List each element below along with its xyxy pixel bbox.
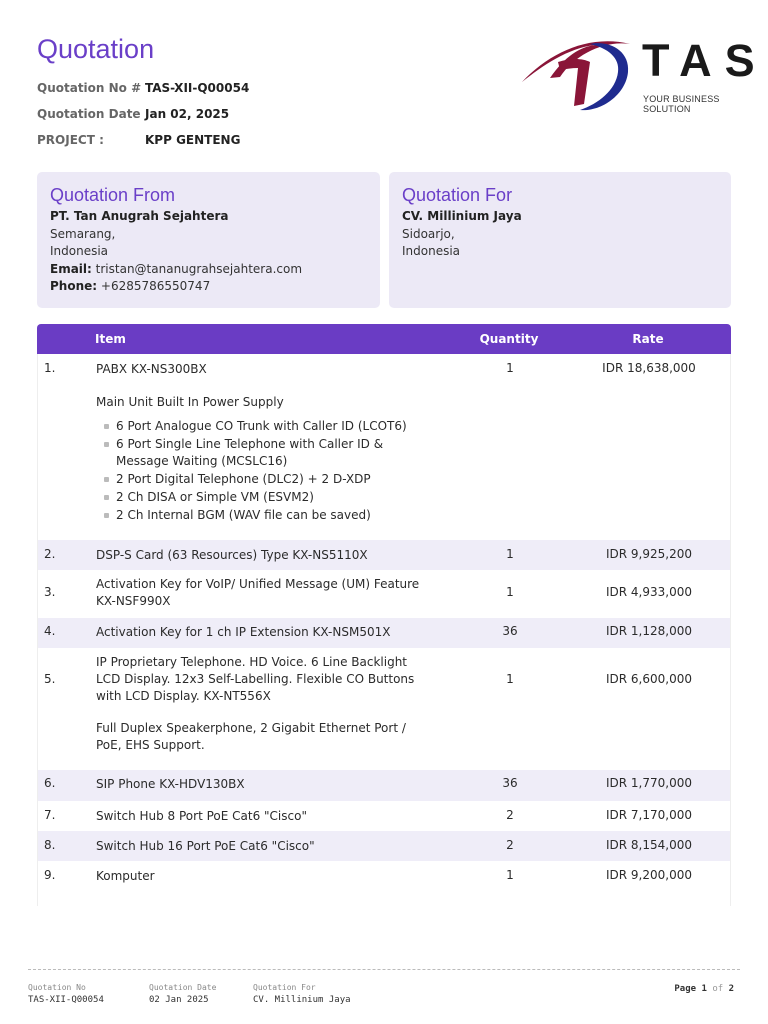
page-indicator xyxy=(674,984,734,994)
item-feature-list xyxy=(96,418,431,524)
from-phone-line xyxy=(50,278,367,296)
row-quantity: 1 xyxy=(506,547,514,561)
quotation-for-title: Quotation For xyxy=(402,185,513,205)
quotation-no-label: Quotation No # xyxy=(37,81,142,95)
logo-swoosh-icon xyxy=(520,32,640,114)
quotation-no-value: TAS-XII-Q00054 xyxy=(145,81,250,95)
header-quantity: Quantity xyxy=(479,332,539,346)
for-company-name: CV. Millinium Jaya xyxy=(402,209,522,223)
row-number: 4. xyxy=(44,624,56,638)
row-item xyxy=(96,361,431,525)
quotation-from-title: Quotation From xyxy=(50,185,176,205)
row-quantity: 36 xyxy=(502,776,518,790)
items-table xyxy=(37,324,731,906)
footer-quotation-date xyxy=(149,983,216,1005)
footer-for-value: CV. Millinium Jaya xyxy=(253,995,351,1005)
header-item: Item xyxy=(95,332,126,346)
row-number: 9. xyxy=(44,868,56,882)
row-number: 7. xyxy=(44,808,56,822)
page-of: of xyxy=(712,984,724,994)
page-total: 2 xyxy=(728,984,734,994)
quotation-date-label: Quotation Date xyxy=(37,107,141,121)
footer-quotation-for xyxy=(253,983,351,1005)
table-row xyxy=(37,648,731,770)
item-description: Main Unit Built In Power Supply xyxy=(96,395,284,409)
logo-tagline: YOUR BUSINESS SOLUTION xyxy=(643,94,720,114)
page-label: Page xyxy=(674,984,697,994)
footer-no-label: Quotation No xyxy=(28,983,86,992)
page-footer xyxy=(28,969,740,1005)
from-phone: +6285786550747 xyxy=(100,279,211,293)
row-rate: IDR 9,925,200 xyxy=(605,547,692,561)
footer-date-label: Quotation Date xyxy=(149,983,217,992)
header-rate: Rate xyxy=(632,332,664,346)
row-rate: IDR 1,128,000 xyxy=(605,624,692,638)
row-quantity: 2 xyxy=(506,838,514,852)
table-row xyxy=(37,570,731,618)
row-quantity: 1 xyxy=(506,361,514,375)
item-name: DSP-S Card (63 Resources) Type KX-NS5110X xyxy=(96,548,368,562)
project-value: KPP GENTENG xyxy=(145,133,241,147)
table-row xyxy=(37,354,731,540)
table-row xyxy=(37,831,731,861)
row-quantity: 1 xyxy=(506,868,514,882)
row-number: 2. xyxy=(44,547,56,561)
table-row xyxy=(37,861,731,906)
logo-brand: TAS xyxy=(642,35,768,86)
for-country: Indonesia xyxy=(402,244,461,258)
from-country: Indonesia xyxy=(50,244,109,258)
item-name: SIP Phone KX-HDV130BX xyxy=(96,777,245,791)
quotation-from-card xyxy=(37,172,380,308)
project-label: PROJECT : xyxy=(37,133,104,147)
row-rate: IDR 18,638,000 xyxy=(602,361,696,375)
company-logo xyxy=(520,32,768,114)
item-description: Full Duplex Speakerphone, 2 Gigabit Ethernet Port / PoE, EHS Support. xyxy=(96,721,406,752)
table-row xyxy=(37,618,731,648)
row-quantity: 2 xyxy=(506,808,514,822)
row-rate: IDR 9,200,000 xyxy=(605,868,692,882)
item-name: PABX KX-NS300BX xyxy=(96,362,207,376)
item-name: Activation Key for 1 ch IP Extension KX-NSM501X xyxy=(96,625,391,639)
from-company-name: PT. Tan Anugrah Sejahtera xyxy=(50,209,229,223)
row-number: 8. xyxy=(44,838,56,852)
row-number: 1. xyxy=(44,361,56,375)
row-number: 6. xyxy=(44,776,56,790)
footer-date-value: 02 Jan 2025 xyxy=(149,995,209,1005)
page-current: 1 xyxy=(701,984,707,994)
row-rate: IDR 6,600,000 xyxy=(605,672,692,686)
list-item: 2 Ch DISA or Simple VM (ESVM2) xyxy=(96,489,431,506)
from-email: tristan@tananugrahsejahtera.com xyxy=(95,261,303,276)
row-number: 3. xyxy=(44,585,56,599)
item-name: Komputer xyxy=(96,869,155,883)
table-row xyxy=(37,540,731,570)
row-quantity: 1 xyxy=(506,585,514,599)
footer-no-value: TAS-XII-Q00054 xyxy=(28,995,104,1005)
row-quantity: 1 xyxy=(506,672,514,686)
for-city: Sidoarjo, xyxy=(402,226,455,241)
quotation-date-value: Jan 02, 2025 xyxy=(145,107,230,121)
list-item: 2 Port Digital Telephone (DLC2) + 2 D-XDP xyxy=(96,471,431,488)
row-number: 5. xyxy=(44,672,56,686)
table-row xyxy=(37,770,731,801)
row-rate: IDR 1,770,000 xyxy=(605,776,692,790)
item-name: Switch Hub 8 Port PoE Cat6 "Cisco" xyxy=(96,809,307,823)
row-quantity: 36 xyxy=(502,624,518,638)
row-rate: IDR 7,170,000 xyxy=(605,808,692,822)
item-name: Switch Hub 16 Port PoE Cat6 "Cisco" xyxy=(96,839,315,853)
footer-for-label: Quotation For xyxy=(253,983,316,992)
list-item: 6 Port Analogue CO Trunk with Caller ID (LCOT6) xyxy=(96,418,431,435)
phone-label: Phone: xyxy=(50,279,98,293)
from-city: Semarang, xyxy=(50,226,116,241)
from-email-line xyxy=(50,261,367,279)
footer-quotation-no xyxy=(28,983,104,1005)
table-row xyxy=(37,801,731,831)
page-title: Quotation xyxy=(37,34,155,64)
row-rate: IDR 4,933,000 xyxy=(605,585,692,599)
row-item xyxy=(96,654,431,754)
item-name: Activation Key for VoIP/ Unified Message (UM) Feature KX-NSF990X xyxy=(96,577,420,608)
email-label: Email: xyxy=(50,261,92,276)
list-item: 2 Ch Internal BGM (WAV file can be saved) xyxy=(96,507,431,524)
row-rate: IDR 8,154,000 xyxy=(605,838,692,852)
table-header xyxy=(37,324,731,354)
list-item: 6 Port Single Line Telephone with Caller ID & Message Waiting (MCSLC16) xyxy=(96,436,431,470)
item-name: IP Proprietary Telephone. HD Voice. 6 Line Backlight LCD Display. 12x3 Self-Labelling. Flexible CO Buttons with LCD Display. KX-NT556X xyxy=(96,655,415,703)
quotation-for-card xyxy=(389,172,731,308)
